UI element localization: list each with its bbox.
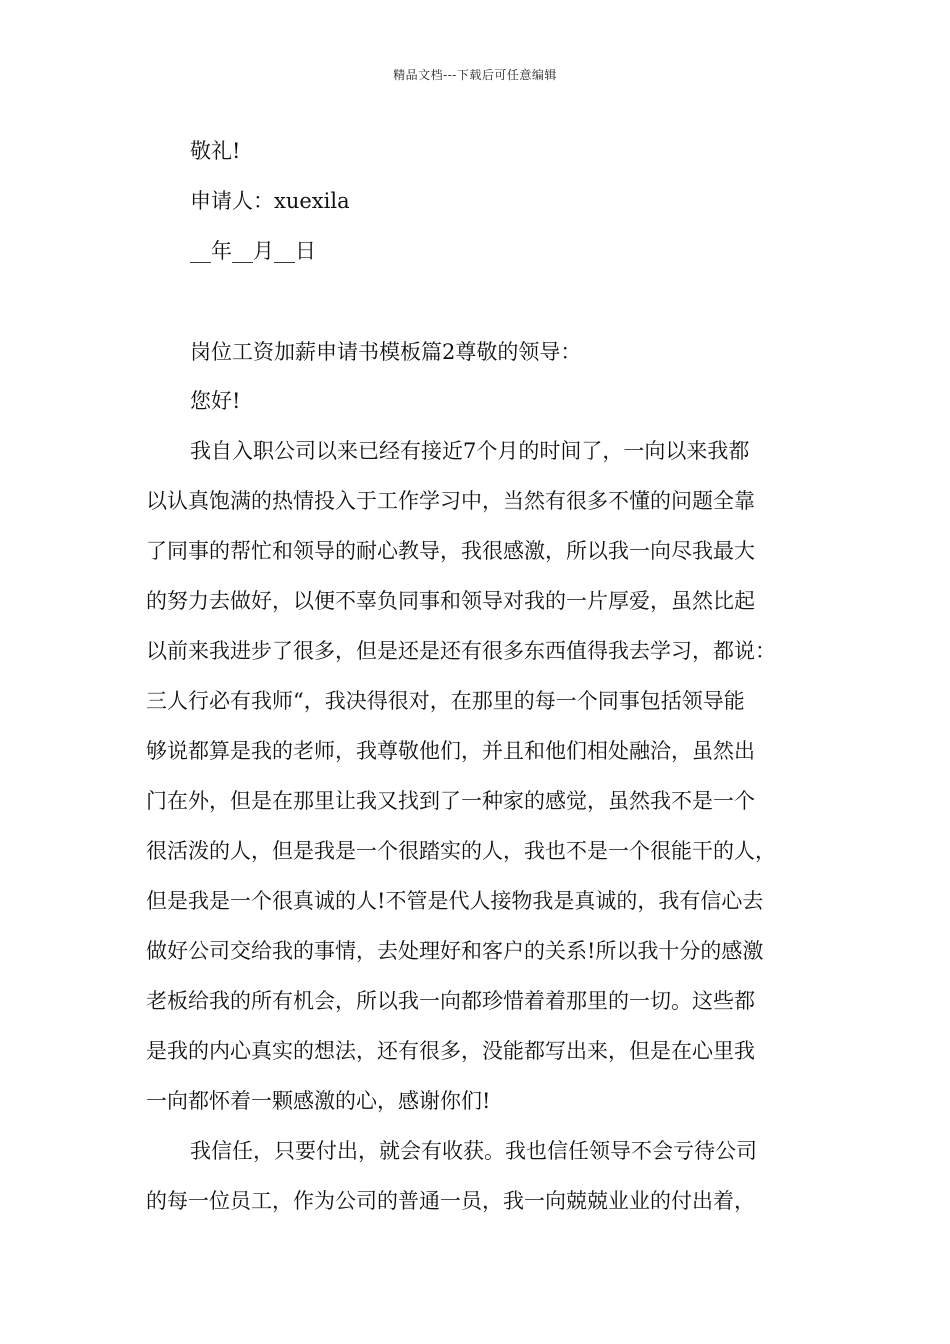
date-line: __年__月__日: [190, 239, 316, 263]
paragraph-line: 了同事的帮忙和领导的耐心教导，我很感激，所以我一向尽我最大: [146, 539, 755, 563]
paragraph-line: 的每一位员工，作为公司的普通一员，我一向兢兢业业的付出着，: [146, 1189, 755, 1213]
paragraph-line: 我自入职公司以来已经有接近7个月的时间了，一向以来我都: [190, 439, 750, 463]
paragraph-line: 是我的内心真实的想法，还有很多，没能都写出来，但是在心里我: [146, 1039, 755, 1063]
closing-salute: 敬礼!: [190, 139, 241, 163]
paragraph-line: 我信任，只要付出，就会有收获。我也信任领导不会亏待公司: [190, 1139, 757, 1163]
paragraph-line: 做好公司交给我的事情，去处理好和客户的关系!所以我十分的感激: [146, 939, 764, 963]
paragraph-line: 门在外，但是在那里让我又找到了一种家的感觉，虽然我不是一个: [146, 789, 755, 813]
paragraph-line: 三人行必有我师“，我决得很对，在那里的每一个同事包括领导能: [146, 689, 745, 713]
paragraph-line: 够说都算是我的老师，我尊敬他们，并且和他们相处融洽，虽然出: [146, 739, 755, 763]
section-title: 岗位工资加薪申请书模板篇2尊敬的领导：: [190, 340, 582, 364]
paragraph-line: 很活泼的人，但是我是一个很踏实的人，我也不是一个很能干的人，: [146, 839, 776, 863]
paragraph-line: 老板给我的所有机会，所以我一向都珍惜着着那里的一切。这些都: [146, 989, 755, 1013]
paragraph-line: 以认真饱满的热情投入于工作学习中，当然有很多不懂的问题全靠: [146, 489, 755, 513]
paragraph-line: 的努力去做好，以便不辜负同事和领导对我的一片厚爱，虽然比起: [146, 589, 755, 613]
applicant-line: 申请人：xuexila: [190, 189, 350, 213]
page-header: 精品文档---下载后可任意编辑: [393, 68, 557, 82]
paragraph-line: 一向都怀着一颗感激的心，感谢你们!: [146, 1089, 491, 1113]
greeting: 您好!: [190, 389, 241, 413]
paragraph-line: 但是我是一个很真诚的人!不管是代人接物我是真诚的，我有信心去: [146, 889, 764, 913]
paragraph-line: 以前来我进步了很多，但是还是还有很多东西值得我去学习，都说：: [146, 639, 776, 663]
